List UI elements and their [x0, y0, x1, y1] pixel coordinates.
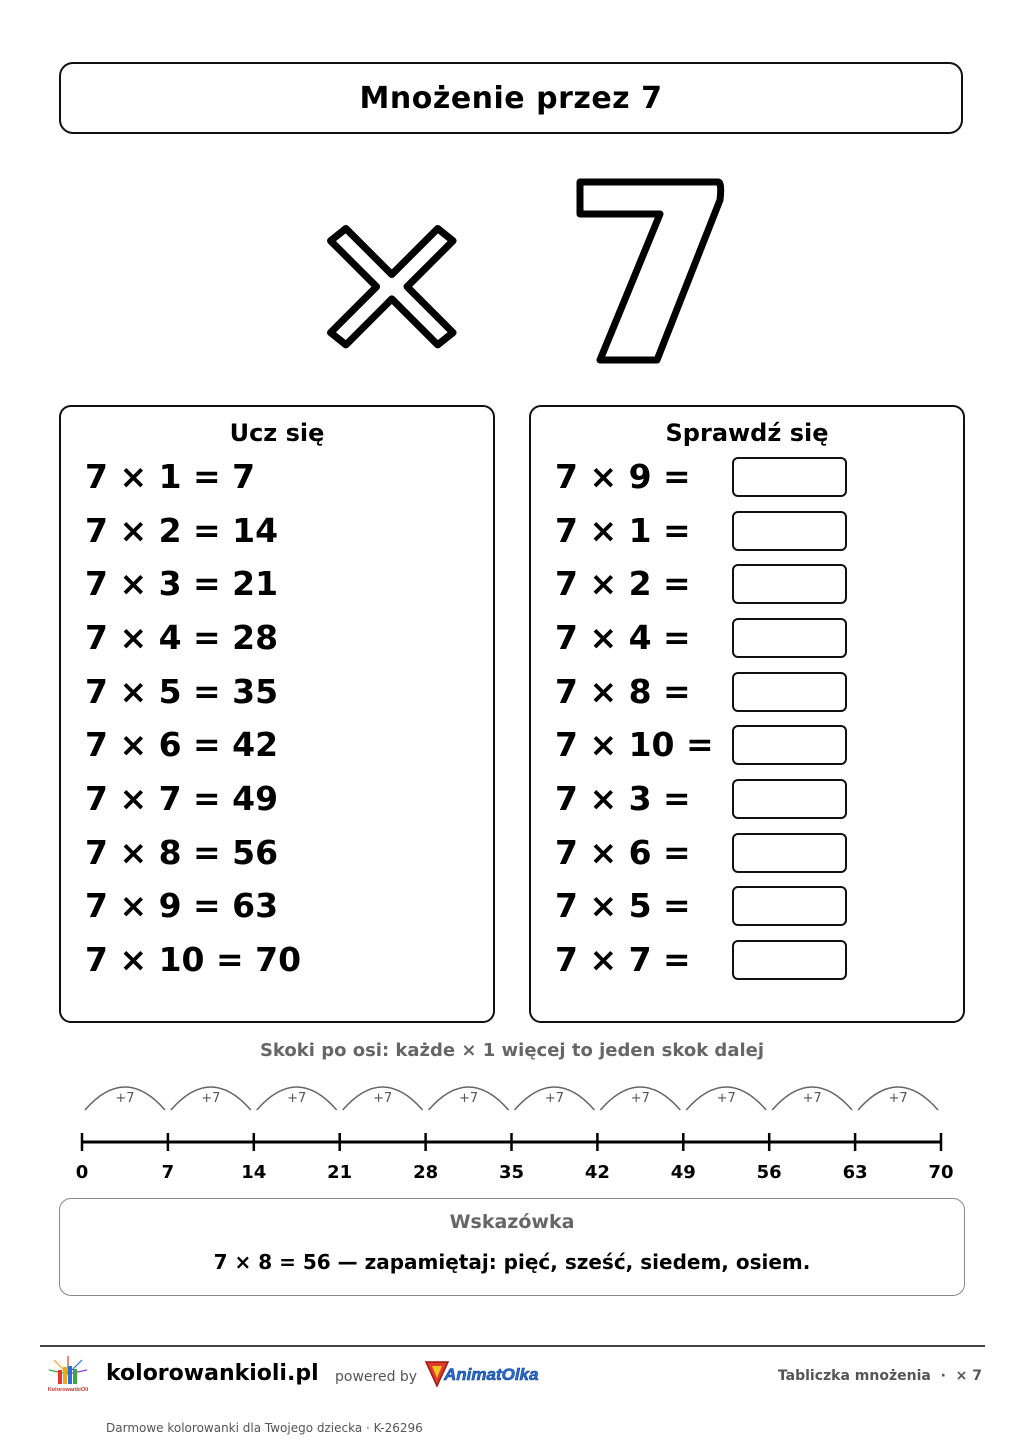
tip-text: 7 × 8 = 56 — zapamiętaj: pięć, sześć, siedem, osiem.	[213, 1250, 811, 1274]
learn-equation: 7 × 2 = 14	[85, 511, 279, 550]
answer-box[interactable]	[732, 725, 847, 765]
learn-equation: 7 × 6 = 42	[85, 725, 279, 764]
footer-divider	[40, 1345, 985, 1347]
answer-box[interactable]	[732, 940, 847, 980]
animatolka-logo[interactable]	[424, 1356, 539, 1394]
kolorowankioli-logo	[46, 1354, 90, 1398]
jump-label: +7	[458, 1091, 479, 1106]
check-question: 7 × 10 =	[555, 725, 714, 764]
answer-box[interactable]	[732, 618, 847, 658]
tick-label: 21	[327, 1162, 353, 1183]
learn-equation: 7 × 3 = 21	[85, 564, 279, 603]
learn-equation: 7 × 9 = 63	[85, 886, 279, 925]
learn-equation: 7 × 10 = 70	[85, 940, 302, 979]
jump-label: +7	[802, 1091, 822, 1106]
tick-label: 35	[498, 1162, 525, 1183]
check-question: 7 × 1 =	[555, 511, 691, 550]
logo-text: KolorowankiOli	[47, 1387, 89, 1393]
digit-seven-outline	[580, 182, 721, 360]
jump-label: +7	[115, 1091, 135, 1106]
tick-label: 56	[756, 1162, 782, 1183]
partner-name: AnimatOlka	[444, 1365, 539, 1384]
jump-label: +7	[201, 1091, 221, 1106]
tick-label: 42	[584, 1162, 610, 1183]
learn-equation: 7 × 4 = 28	[85, 618, 279, 657]
answer-box[interactable]	[732, 886, 847, 926]
check-panel	[529, 405, 965, 1023]
times-icon	[331, 229, 453, 345]
tip-title: Wskazówka	[449, 1211, 575, 1233]
answer-box[interactable]	[732, 672, 847, 712]
jump-label: +7	[544, 1091, 565, 1106]
check-question: 7 × 2 =	[555, 564, 691, 603]
jump-label: +7	[716, 1091, 736, 1106]
jump-label: +7	[888, 1091, 908, 1106]
tick-label: 28	[413, 1162, 439, 1183]
check-question: 7 × 7 =	[555, 940, 691, 979]
jump-label: +7	[373, 1091, 393, 1106]
number-line-caption: Skoki po osi: każde × 1 więcej to jeden skok dalej	[259, 1040, 765, 1061]
answer-box[interactable]	[732, 779, 847, 819]
number-line	[60, 1080, 964, 1190]
tick-label: 7	[161, 1162, 175, 1183]
check-question: 7 × 6 =	[555, 833, 691, 872]
tip-box	[59, 1198, 965, 1296]
learn-equation: 7 × 1 = 7	[85, 457, 256, 496]
check-title: Sprawdź się	[665, 419, 829, 447]
jump-label: +7	[630, 1091, 650, 1106]
tick-label: 14	[241, 1162, 267, 1183]
learn-equation: 7 × 7 = 49	[85, 779, 279, 818]
check-question: 7 × 5 =	[555, 886, 691, 925]
tick-label: 63	[842, 1162, 868, 1183]
page-title: Mnożenie przez 7	[59, 62, 963, 134]
powered-by: powered by	[335, 1369, 418, 1385]
answer-box[interactable]	[732, 457, 847, 497]
footer-subject: Tabliczka mnożenia · × 7	[777, 1368, 982, 1384]
tick-label: 49	[670, 1162, 696, 1183]
answer-box[interactable]	[732, 511, 847, 551]
answer-box[interactable]	[732, 564, 847, 604]
brand-name[interactable]: kolorowankioli.pl	[106, 1361, 319, 1386]
hero-times-seven	[300, 170, 740, 380]
answer-box[interactable]	[732, 833, 847, 873]
learn-panel	[59, 405, 495, 1023]
learn-equation: 7 × 5 = 35	[85, 672, 279, 711]
tick-label: 70	[928, 1162, 954, 1183]
check-question: 7 × 8 =	[555, 672, 691, 711]
check-question: 7 × 4 =	[555, 618, 691, 657]
tick-label: 0	[75, 1162, 89, 1183]
check-question: 7 × 9 =	[555, 457, 691, 496]
check-question: 7 × 3 =	[555, 779, 691, 818]
footer-tagline: Darmowe kolorowanki dla Twojego dziecka · K-26296	[106, 1421, 423, 1435]
learn-title: Ucz się	[229, 419, 325, 447]
jump-label: +7	[287, 1091, 307, 1106]
learn-equation: 7 × 8 = 56	[85, 833, 279, 872]
